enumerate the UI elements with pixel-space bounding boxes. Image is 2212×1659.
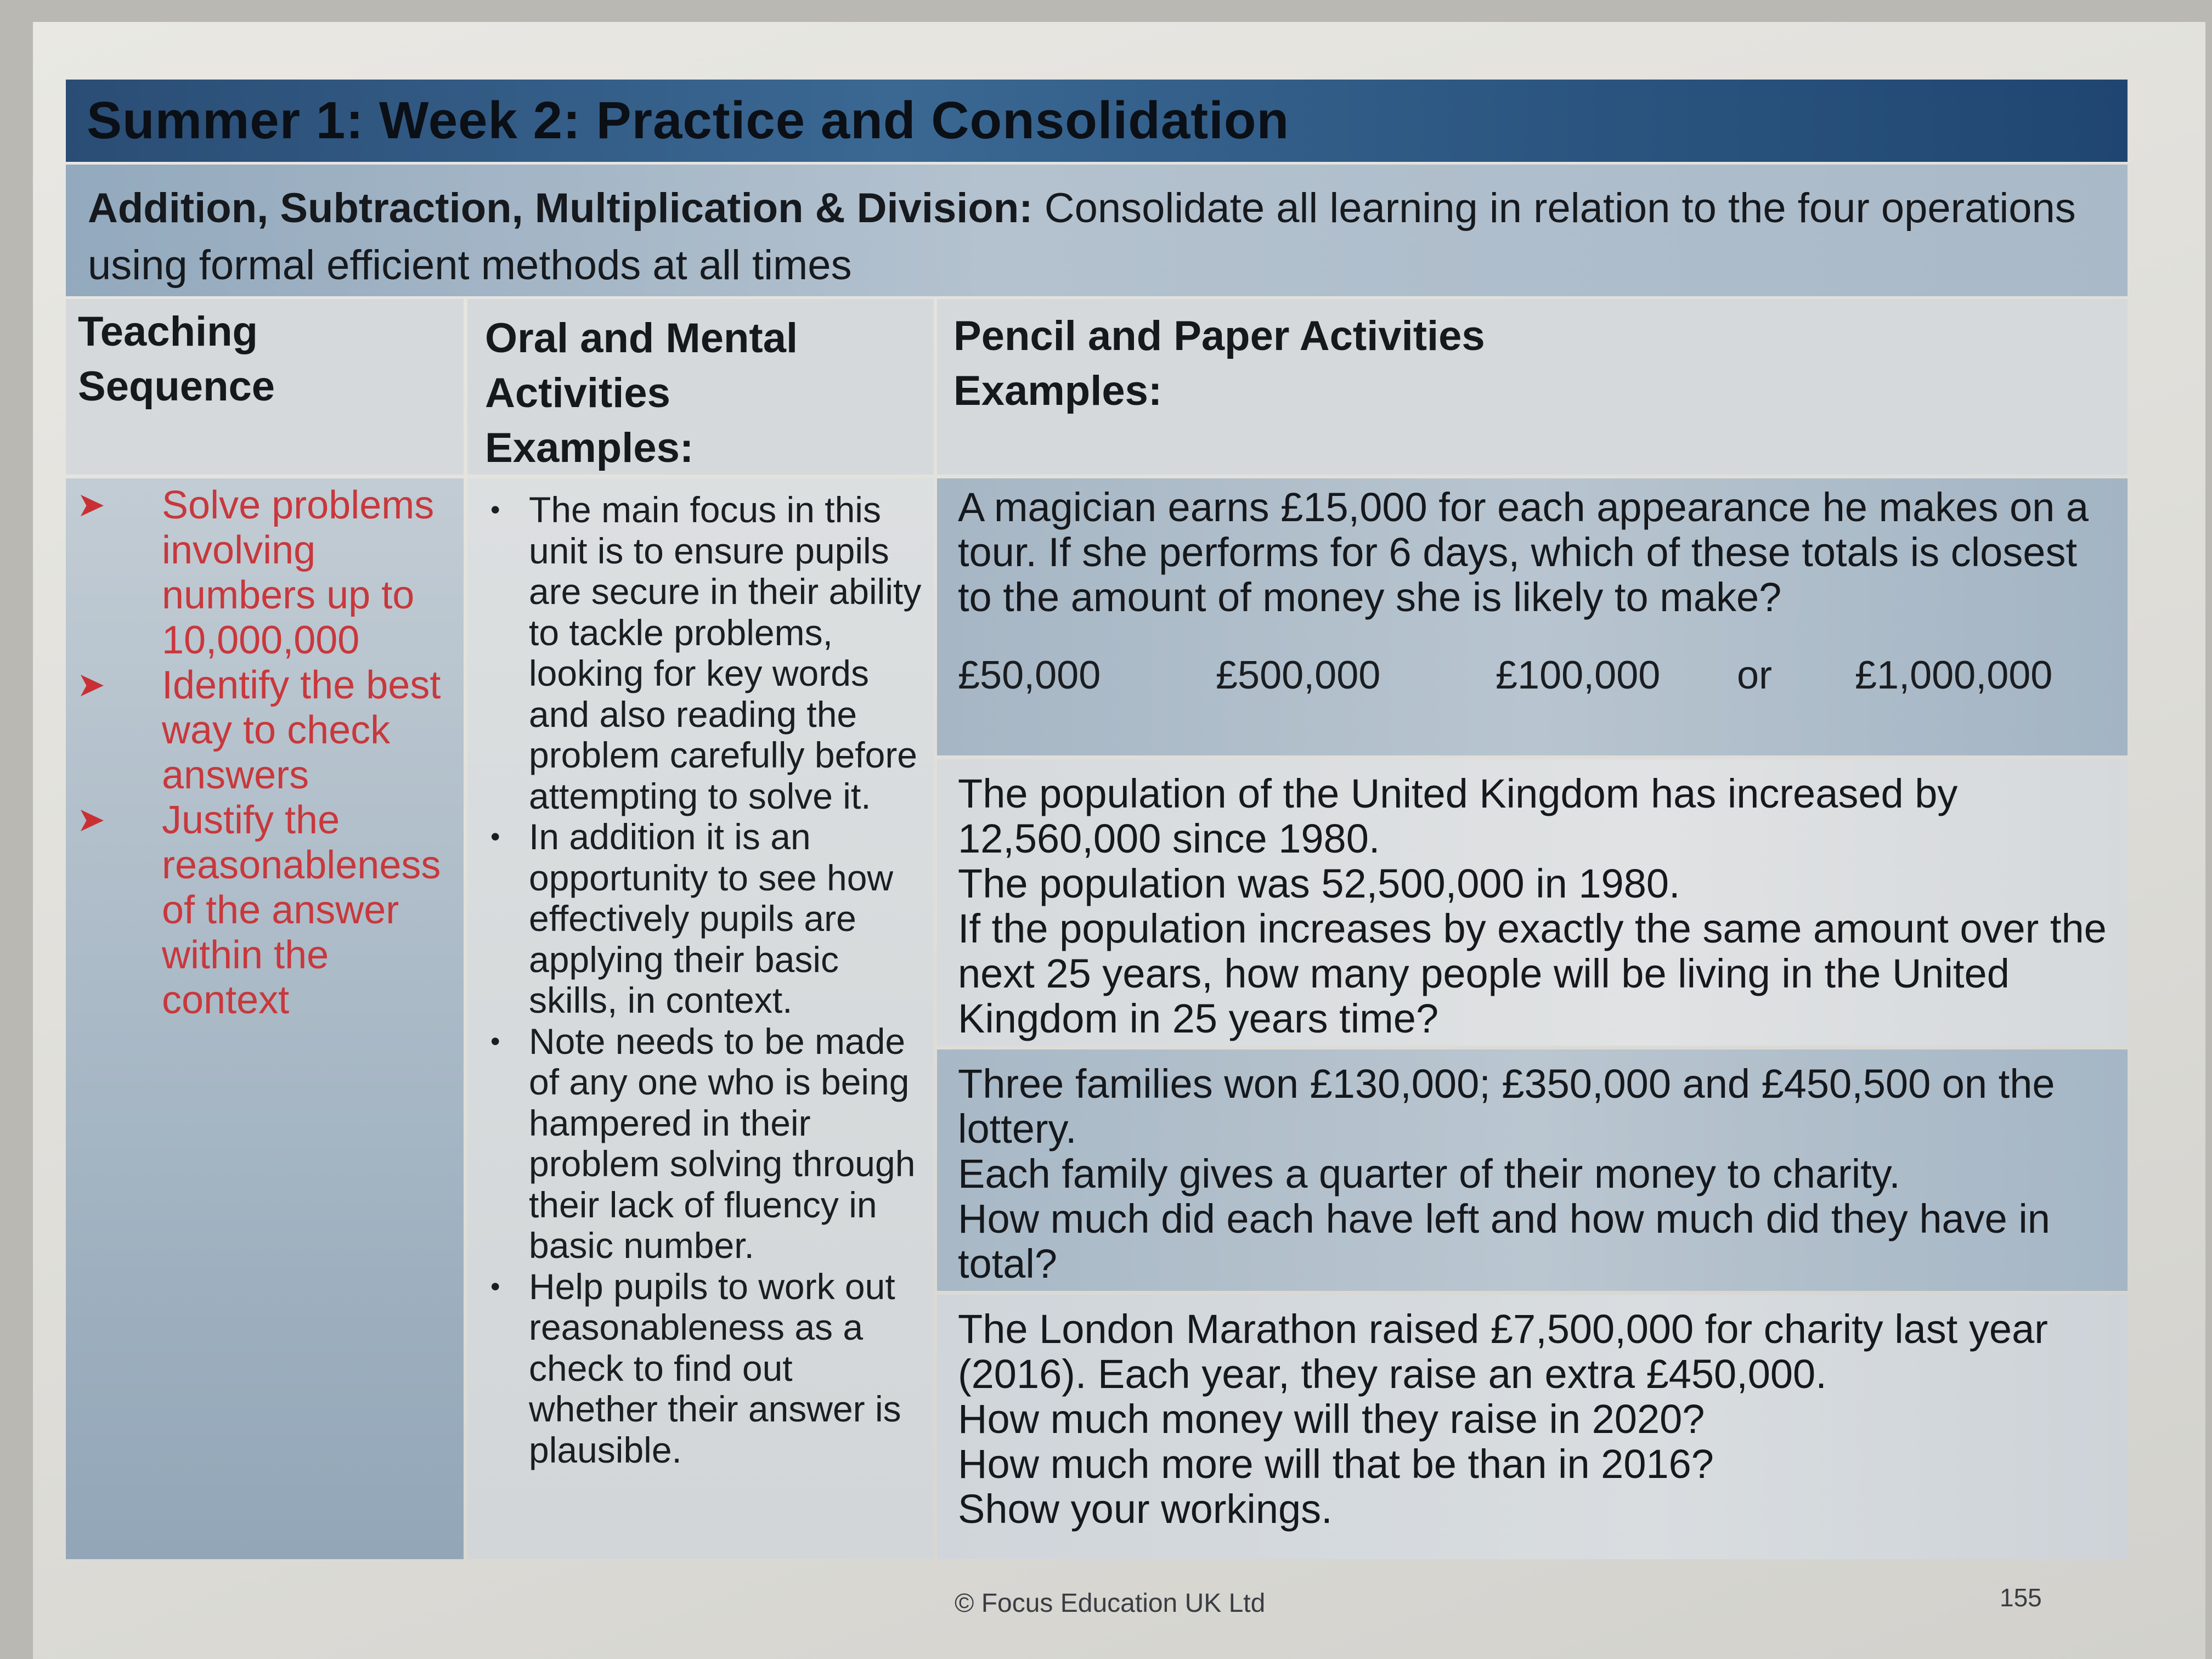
example-marathon <box>937 1295 2128 1559</box>
arrowhead-icon: ➤ <box>77 666 105 704</box>
oral-mental-column <box>467 478 934 1559</box>
list-item: ➤ Solve problems involving numbers up to 10,000,000 <box>77 483 435 662</box>
list-item: ➤ Justify the reasonableness of the answer within the context <box>77 798 441 1022</box>
header-label: Pencil and Paper Activities Examples: <box>953 313 1485 414</box>
example-line: How much did each have left and how much did they have in total? <box>958 1196 2050 1286</box>
example-population <box>937 759 2128 1046</box>
bullet-icon: • <box>490 1271 500 1302</box>
title-bar <box>66 80 2128 162</box>
example-line: Show your workings. <box>958 1486 1333 1532</box>
list-item: • The main focus in this unit is to ensure pupils are secure in their ability to tackle problems, looking for key words and also reading the problem carefully before attempting to solve it. <box>484 489 923 816</box>
arrowhead-icon: ➤ <box>77 486 105 524</box>
list-item: • Help pupils to work out reasonableness as a check to find out whether their answer is plausible. <box>484 1266 923 1471</box>
example-lottery <box>937 1049 2128 1291</box>
example-line: Each family gives a quarter of their money to charity. <box>958 1151 1900 1197</box>
list-item: ➤ Identify the best way to check answers <box>77 663 441 797</box>
subtitle-bold: Addition, Subtraction, Multiplication & Division: <box>88 185 1033 232</box>
subtitle <box>66 165 2128 296</box>
option: £100,000 <box>1496 653 1661 697</box>
bullet-icon: • <box>490 494 500 525</box>
copyright-footer: © Focus Education UK Ltd <box>955 1589 1266 1618</box>
header-pencil-paper <box>937 299 2128 475</box>
option-or: or <box>1737 653 1773 697</box>
header-label: Oral and Mental Activities Examples: <box>485 315 798 471</box>
bullet-icon: • <box>490 821 500 852</box>
example-line: The population was 52,500,000 in 1980. <box>958 861 1680 906</box>
list-item: • In addition it is an opportunity to see how effectively pupils are applying their basic skills, in context. <box>484 816 923 1021</box>
option: £1,000,000 <box>1855 653 2053 697</box>
bullet-icon: • <box>490 1025 500 1057</box>
option: £50,000 <box>958 653 1101 697</box>
page-number: 155 <box>2000 1583 2042 1612</box>
example-line: The population of the United Kingdom has increased by 12,560,000 since 1980. <box>958 771 1958 861</box>
arrowhead-icon: ➤ <box>77 801 105 839</box>
example-line: How much money will they raise in 2020? <box>958 1396 1705 1442</box>
example-line: The London Marathon raised £7,500,000 for charity last year (2016). Each year, they raise an extra £450,000. <box>958 1306 2048 1397</box>
header-label: Teaching Sequence <box>78 308 275 410</box>
subtitle-text: Consolidate all learning in relation to the four operations using formal efficient methods at all times <box>88 185 2076 289</box>
option: £500,000 <box>1216 653 1381 697</box>
header-teaching-sequence <box>66 299 464 475</box>
example-line: How much more will that be than in 2016? <box>958 1441 1714 1487</box>
example-line: Three families won £130,000; £350,000 and £450,500 on the lottery. <box>958 1061 2055 1152</box>
teaching-sequence-column <box>66 478 464 1559</box>
page-title: Summer 1: Week 2: Practice and Consolidation <box>87 91 1290 150</box>
header-oral-mental <box>467 299 934 475</box>
example-magician <box>937 478 2128 755</box>
example-text: A magician earns £15,000 for each appearance he makes on a tour. If she performs for 6 days, which of these totals is closest to the amount of money she is likely to make? <box>958 484 2089 620</box>
list-item: • Note needs to be made of any one who is being hampered in their problem solving through their lack of fluency in basic number. <box>484 1021 923 1266</box>
example-line: If the population increases by exactly the same amount over the next 25 years, how many people will be living in the United Kingdom in 25 years time? <box>958 906 2107 1041</box>
